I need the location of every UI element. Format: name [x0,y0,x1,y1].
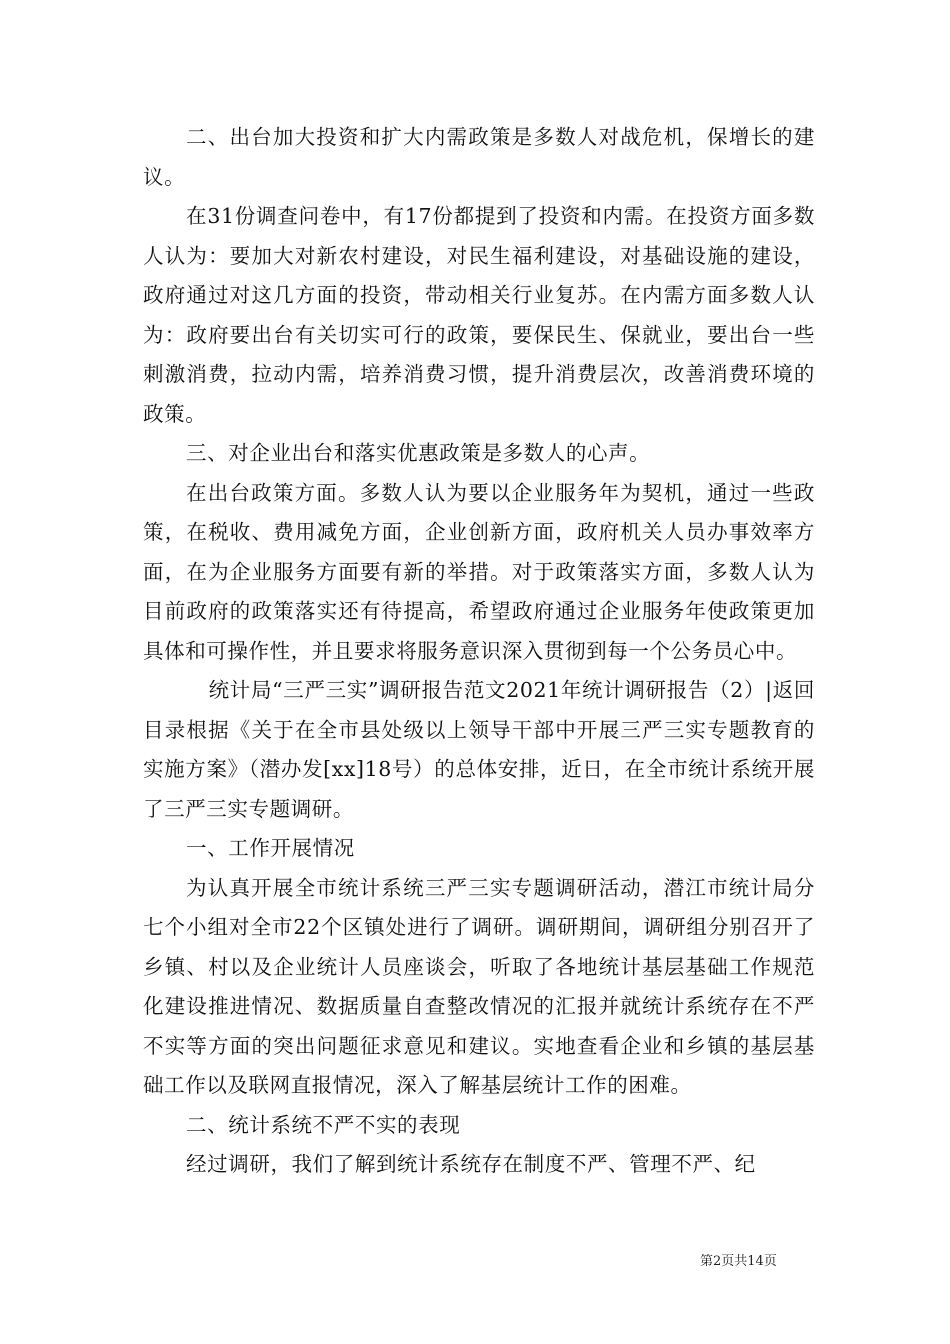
paragraph-section-1-heading: 一、工作开展情况 [186,836,355,860]
paragraph-policy: 在出台政策方面。多数人认为要以企业服务年为契机，通过一些政策，在税收、费用减免方面，企业创新方面，政府机关人员办事效率方面，在为企业服务方面要有新的举措。对于政策落实方面，多数人认为目前政府的政策落实还有待提高，希望政府通过企业服务年使政策更加具体和可操作性，并且要求将服务意识深入贯彻到每一个公务员心中。 [143,480,815,663]
paragraph-heading-2: 二、出台加大投资和扩大内需政策是多数人对战危机，保增长的建议。 [143,125,815,189]
paragraph-section-2-heading: 二、统计系统不严不实的表现 [186,1112,461,1137]
document-body [143,118,815,1185]
page-number-footer: 第2页共14页 [700,1254,777,1269]
paragraph-report-title: 统计局“三严三实”调研报告范文2021年统计调研报告（2）|返回目录根据《关于在全市县处级以上领导干部中开展三严三实专题教育的实施方案》（潜办发[xx]18号）的总体安排，近日，在全市统计系统开展了三严三实专题调研。 [143,678,815,821]
paragraph-section-1-body: 为认真开展全市统计系统三严三实专题调研活动，潜江市统计局分七个小组对全市22个区镇处进行了调研。调研期间，调研组分别召开了乡镇、村以及企业统计人员座谈会，听取了各地统计基层基础工作规范化建设推进情况、数据质量自查整改情况的汇报并就统计系统存在不严不实等方面的突出问题征求意见和建议。实地查看企业和乡镇的基层基础工作以及联网直报情况，深入了解基层统计工作的困难。 [143,875,815,1097]
paragraph-investment: 在31份调查问卷中，有17份都提到了投资和内需。在投资方面多数人认为：要加大对新农村建设，对民生福利建设，对基础设施的建设，政府通过对这几方面的投资，带动相关行业复苏。在内需方面多数人认为：政府要出台有关切实可行的政策，要保民生、保就业，要出台一些刺激消费，拉动内需，培养消费习惯，提升消费层次，改善消费环境的政策。 [143,204,815,426]
paragraph-heading-3: 三、对企业出台和落实优惠政策是多数人的心声。 [186,441,651,465]
paragraph-section-2-body: 经过调研，我们了解到统计系统存在制度不严、管理不严、纪 [186,1152,756,1176]
